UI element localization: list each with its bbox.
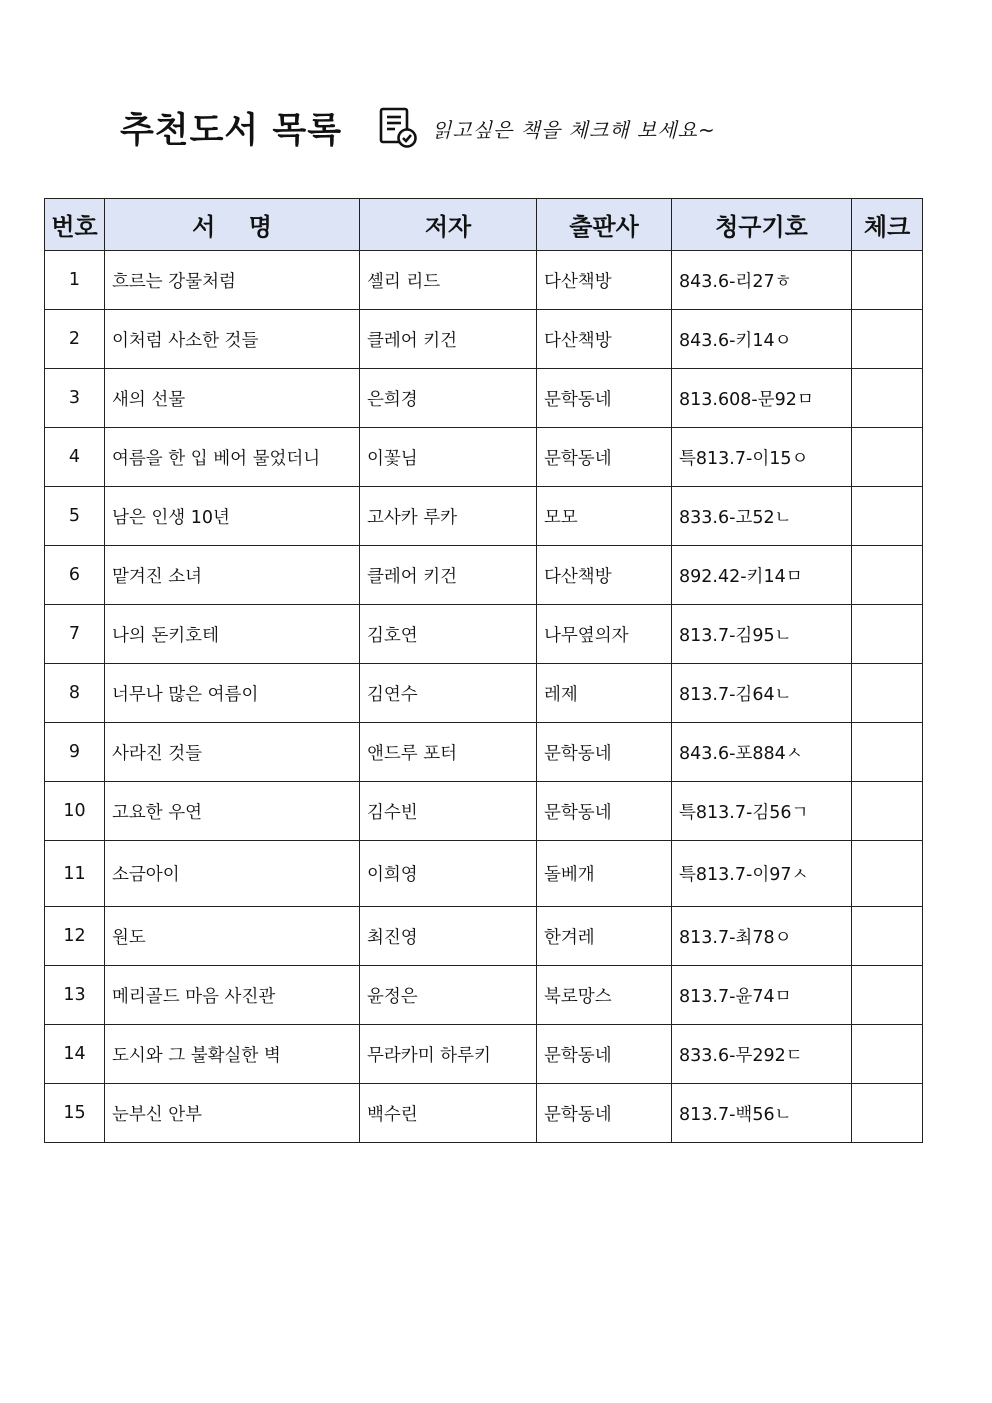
cell-publisher: 다산책방: [537, 251, 672, 310]
cell-title: 흐르는 강물처럼: [105, 251, 360, 310]
cell-publisher: 문학동네: [537, 1025, 672, 1084]
cell-no: 14: [45, 1025, 105, 1084]
cell-no: 15: [45, 1084, 105, 1143]
cell-call-number: 특813.7-이97ㅅ: [672, 841, 852, 907]
cell-title: 남은 인생 10년: [105, 487, 360, 546]
table-row: [45, 546, 923, 605]
cell-no: 8: [45, 664, 105, 723]
cell-publisher: 레제: [537, 664, 672, 723]
cell-check[interactable]: [852, 251, 923, 310]
cell-title: 눈부신 안부: [105, 1084, 360, 1143]
cell-check[interactable]: [852, 310, 923, 369]
checklist-document-icon: [378, 107, 418, 149]
table-row: [45, 605, 923, 664]
cell-check[interactable]: [852, 723, 923, 782]
cell-check[interactable]: [852, 1084, 923, 1143]
table-header-row: [45, 199, 923, 251]
cell-check[interactable]: [852, 487, 923, 546]
cell-check[interactable]: [852, 782, 923, 841]
cell-no: 11: [45, 841, 105, 907]
cell-check[interactable]: [852, 428, 923, 487]
cell-no: 3: [45, 369, 105, 428]
cell-author: 김수빈: [360, 782, 537, 841]
cell-check[interactable]: [852, 841, 923, 907]
cell-title: 고요한 우연: [105, 782, 360, 841]
cell-publisher: 문학동네: [537, 782, 672, 841]
table-row: [45, 1084, 923, 1143]
table-row: [45, 428, 923, 487]
book-table: [44, 198, 923, 1143]
cell-author: 은희경: [360, 369, 537, 428]
cell-author: 고사카 루카: [360, 487, 537, 546]
cell-author: 무라카미 하루키: [360, 1025, 537, 1084]
cell-no: 12: [45, 907, 105, 966]
cell-call-number: 813.7-백56ㄴ: [672, 1084, 852, 1143]
cell-no: 5: [45, 487, 105, 546]
cell-author: 이희영: [360, 841, 537, 907]
cell-title: 여름을 한 입 베어 물었더니: [105, 428, 360, 487]
cell-call-number: 813.7-윤74ㅁ: [672, 966, 852, 1025]
cell-call-number: 813.608-문92ㅁ: [672, 369, 852, 428]
cell-publisher: 나무옆의자: [537, 605, 672, 664]
cell-call-number: 813.7-김64ㄴ: [672, 664, 852, 723]
table-row: [45, 782, 923, 841]
table-row: [45, 251, 923, 310]
cell-publisher: 문학동네: [537, 369, 672, 428]
cell-author: 앤드루 포터: [360, 723, 537, 782]
column-header-check: 체크: [852, 199, 923, 251]
cell-call-number: 813.7-최78ㅇ: [672, 907, 852, 966]
cell-publisher: 모모: [537, 487, 672, 546]
page-title: 추천도서 목록: [120, 111, 343, 151]
table-row: [45, 664, 923, 723]
cell-title: 사라진 것들: [105, 723, 360, 782]
cell-call-number: 특813.7-이15ㅇ: [672, 428, 852, 487]
cell-call-number: 특813.7-김56ㄱ: [672, 782, 852, 841]
cell-title: 맡겨진 소녀: [105, 546, 360, 605]
cell-check[interactable]: [852, 966, 923, 1025]
cell-author: 백수린: [360, 1084, 537, 1143]
cell-title: 나의 돈키호테: [105, 605, 360, 664]
cell-check[interactable]: [852, 664, 923, 723]
cell-publisher: 한겨레: [537, 907, 672, 966]
table-row: [45, 369, 923, 428]
cell-author: 이꽃님: [360, 428, 537, 487]
cell-no: 13: [45, 966, 105, 1025]
cell-author: 김호연: [360, 605, 537, 664]
cell-author: 셸리 리드: [360, 251, 537, 310]
cell-check[interactable]: [852, 907, 923, 966]
cell-title: 도시와 그 불확실한 벽: [105, 1025, 360, 1084]
cell-call-number: 813.7-김95ㄴ: [672, 605, 852, 664]
cell-title: 원도: [105, 907, 360, 966]
cell-title: 너무나 많은 여름이: [105, 664, 360, 723]
cell-call-number: 892.42-키14ㅁ: [672, 546, 852, 605]
table-row: [45, 1025, 923, 1084]
cell-title: 새의 선물: [105, 369, 360, 428]
cell-author: 최진영: [360, 907, 537, 966]
cell-check[interactable]: [852, 605, 923, 664]
cell-check[interactable]: [852, 1025, 923, 1084]
cell-call-number: 843.6-키14ㅇ: [672, 310, 852, 369]
cell-no: 6: [45, 546, 105, 605]
cell-publisher: 문학동네: [537, 428, 672, 487]
cell-publisher: 다산책방: [537, 546, 672, 605]
table-row: [45, 907, 923, 966]
table-row: [45, 723, 923, 782]
cell-publisher: 문학동네: [537, 723, 672, 782]
cell-publisher: 북로망스: [537, 966, 672, 1025]
table-row: [45, 487, 923, 546]
cell-author: 윤정은: [360, 966, 537, 1025]
cell-check[interactable]: [852, 546, 923, 605]
cell-no: 7: [45, 605, 105, 664]
table-row: [45, 310, 923, 369]
table-row: [45, 841, 923, 907]
cell-no: 2: [45, 310, 105, 369]
cell-call-number: 833.6-고52ㄴ: [672, 487, 852, 546]
cell-check[interactable]: [852, 369, 923, 428]
cell-no: 9: [45, 723, 105, 782]
cell-no: 10: [45, 782, 105, 841]
cell-author: 김연수: [360, 664, 537, 723]
cell-publisher: 다산책방: [537, 310, 672, 369]
cell-author: 클레어 키건: [360, 310, 537, 369]
cell-call-number: 843.6-리27ㅎ: [672, 251, 852, 310]
column-header-no: 번호: [45, 199, 105, 251]
cell-no: 4: [45, 428, 105, 487]
subtitle: 읽고싶은 책을 체크해 보세요~: [432, 117, 716, 142]
column-header-publisher: 출판사: [537, 199, 672, 251]
cell-title: 이처럼 사소한 것들: [105, 310, 360, 369]
column-header-call-number: 청구기호: [672, 199, 852, 251]
cell-publisher: 문학동네: [537, 1084, 672, 1143]
cell-no: 1: [45, 251, 105, 310]
page-header: [120, 100, 716, 156]
cell-publisher: 돌베개: [537, 841, 672, 907]
cell-title: 메리골드 마음 사진관: [105, 966, 360, 1025]
column-header-author: 저자: [360, 199, 537, 251]
cell-title: 소금아이: [105, 841, 360, 907]
cell-call-number: 843.6-포884ㅅ: [672, 723, 852, 782]
column-header-title: 서 명: [105, 199, 360, 251]
cell-author: 클레어 키건: [360, 546, 537, 605]
cell-call-number: 833.6-무292ㄷ: [672, 1025, 852, 1084]
table-row: [45, 966, 923, 1025]
